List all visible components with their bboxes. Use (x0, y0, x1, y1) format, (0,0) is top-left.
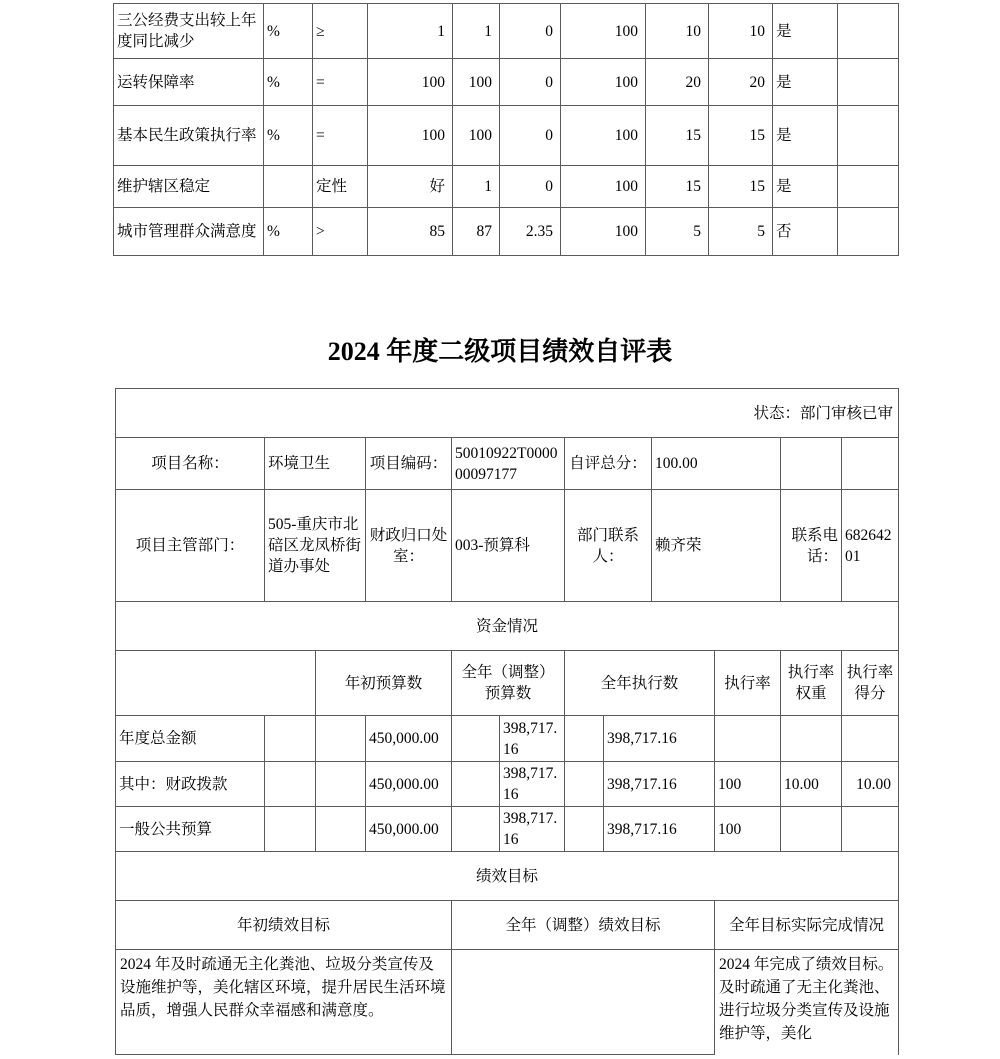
project-name-value: 环境卫生 (265, 438, 366, 490)
empty-cell (452, 762, 500, 807)
note-cell (838, 166, 899, 208)
weight-cell: 10 (646, 4, 709, 59)
actual-completion-text: 2024 年完成了绩效目标。及时疏通了无主化粪池、进行垃圾分类宣传及设施维护等，美化 (715, 950, 899, 1055)
completion-cell: 100 (561, 166, 646, 208)
deviation-cell: 0 (500, 4, 561, 59)
goals-col-actual: 全年目标实际完成情况 (715, 901, 899, 950)
unit-cell (264, 166, 313, 208)
actual-value-cell: 87 (453, 208, 500, 256)
target-value-cell: 100 (368, 106, 453, 166)
unit-cell: % (264, 4, 313, 59)
empty-cell (265, 762, 316, 807)
indicator-row (114, 106, 899, 166)
empty-cell (452, 807, 500, 852)
empty-cell (316, 762, 366, 807)
rate-weight-value (781, 716, 842, 762)
goals-section-row (116, 852, 899, 901)
executed-value: 398,717.16 (604, 716, 715, 762)
note-cell (838, 4, 899, 59)
weight-cell: 20 (646, 59, 709, 106)
project-code-value: 50010922T000000097177 (452, 438, 565, 490)
empty-cell (265, 807, 316, 852)
contact-label: 部门联系人： (565, 490, 652, 602)
empty-cell (265, 716, 316, 762)
actual-value-cell: 1 (453, 4, 500, 59)
empty-cell (452, 716, 500, 762)
budget-value: 450,000.00 (366, 716, 452, 762)
score-cell: 15 (709, 106, 773, 166)
executed-value: 398,717.16 (604, 807, 715, 852)
funding-col-adjusted: 全年（调整）预算数 (452, 651, 565, 716)
deviation-cell: 0 (500, 106, 561, 166)
criteria-cell: = (313, 59, 368, 106)
project-name-label: 项目名称： (116, 438, 265, 490)
funding-label: 其中：财政拨款 (116, 762, 265, 807)
funding-corner-cell (116, 651, 316, 716)
goals-col-initial: 年初绩效目标 (116, 901, 452, 950)
empty-cell (565, 716, 604, 762)
target-value-cell: 1 (368, 4, 453, 59)
office-label: 财政归口处室： (366, 490, 452, 602)
unit-cell: % (264, 106, 313, 166)
self-score-value: 100.00 (652, 438, 781, 490)
criteria-cell: = (313, 106, 368, 166)
actual-value-cell: 100 (453, 106, 500, 166)
funding-label: 年度总金额 (116, 716, 265, 762)
criteria-cell: > (313, 208, 368, 256)
dept-value: 505-重庆市北碚区龙凤桥街道办事处 (265, 490, 366, 602)
rate-score-value (842, 807, 899, 852)
funding-label: 一般公共预算 (116, 807, 265, 852)
indicator-row (114, 59, 899, 106)
empty-cell (316, 807, 366, 852)
office-value: 003-预算科 (452, 490, 565, 602)
rate-value: 100 (715, 762, 781, 807)
unit-cell: % (264, 59, 313, 106)
goals-header-row (116, 901, 899, 950)
score-cell: 20 (709, 59, 773, 106)
rate-score-value: 10.00 (842, 762, 899, 807)
funding-col-rate-score: 执行率得分 (842, 651, 899, 716)
rate-weight-value (781, 807, 842, 852)
target-value-cell: 好 (368, 166, 453, 208)
adjusted-goal-text (452, 950, 715, 1055)
funding-col-executed: 全年执行数 (565, 651, 715, 716)
rate-score-value (842, 716, 899, 762)
goals-col-adjusted: 全年（调整）绩效目标 (452, 901, 715, 950)
criteria-cell: 定性 (313, 166, 368, 208)
empty-cell (781, 438, 842, 490)
target-value-cell: 85 (368, 208, 453, 256)
status-row (116, 389, 899, 438)
empty-cell (316, 716, 366, 762)
initial-goal-text: 2024 年及时疏通无主化粪池、垃圾分类宣传及设施维护等，美化辖区环境，提升居民生活环境品质，增强人民群众幸福感和满意度。 (116, 950, 452, 1055)
status-text: 状态：部门审核已审 (116, 389, 899, 438)
note-cell (838, 106, 899, 166)
deviation-cell: 2.35 (500, 208, 561, 256)
goals-section-title: 绩效目标 (116, 852, 899, 901)
funding-section-title: 资金情况 (116, 602, 899, 651)
indicator-name-cell: 运转保障率 (114, 59, 264, 106)
funding-row (116, 807, 899, 852)
project-code-label: 项目编码： (366, 438, 452, 490)
score-cell: 10 (709, 4, 773, 59)
budget-value: 450,000.00 (366, 762, 452, 807)
self-score-label: 自评总分： (565, 438, 652, 490)
actual-value-cell: 100 (453, 59, 500, 106)
phone-label: 联系电话： (781, 490, 842, 602)
unit-cell: % (264, 208, 313, 256)
rate-weight-value: 10.00 (781, 762, 842, 807)
budget-value: 450,000.00 (366, 807, 452, 852)
funding-row (116, 762, 899, 807)
goals-content-row (116, 950, 899, 1055)
indicator-row (114, 166, 899, 208)
completion-cell: 100 (561, 4, 646, 59)
weight-cell: 5 (646, 208, 709, 256)
indicator-name-cell: 基本民生政策执行率 (114, 106, 264, 166)
adjusted-value: 398,717.16 (500, 762, 565, 807)
empty-cell (842, 438, 899, 490)
funding-col-rate: 执行率 (715, 651, 781, 716)
achieved-cell: 是 (773, 106, 838, 166)
empty-cell (565, 807, 604, 852)
deviation-cell: 0 (500, 59, 561, 106)
criteria-cell: ≥ (313, 4, 368, 59)
rate-value: 100 (715, 807, 781, 852)
project-name-row (116, 438, 899, 490)
target-value-cell: 100 (368, 59, 453, 106)
funding-header-row (116, 651, 899, 716)
score-cell: 5 (709, 208, 773, 256)
funding-col-rate-weight: 执行率权重 (781, 651, 842, 716)
dept-label: 项目主管部门： (116, 490, 265, 602)
completion-cell: 100 (561, 59, 646, 106)
completion-cell: 100 (561, 208, 646, 256)
empty-cell (565, 762, 604, 807)
self-evaluation-table (115, 388, 899, 1055)
executed-value: 398,717.16 (604, 762, 715, 807)
indicator-name-cell: 三公经费支出较上年度同比减少 (114, 4, 264, 59)
funding-section-row (116, 602, 899, 651)
project-dept-row (116, 490, 899, 602)
indicator-name-cell: 维护辖区稳定 (114, 166, 264, 208)
indicator-table (113, 3, 899, 256)
page-title: 2024 年度二级项目绩效自评表 (327, 337, 673, 366)
indicator-name-cell: 城市管理群众满意度 (114, 208, 264, 256)
achieved-cell: 是 (773, 59, 838, 106)
weight-cell: 15 (646, 106, 709, 166)
adjusted-value: 398,717.16 (500, 807, 565, 852)
rate-value (715, 716, 781, 762)
deviation-cell: 0 (500, 166, 561, 208)
indicator-row (114, 4, 899, 59)
phone-value: 68264201 (842, 490, 899, 602)
completion-cell: 100 (561, 106, 646, 166)
weight-cell: 15 (646, 166, 709, 208)
indicator-row (114, 208, 899, 256)
achieved-cell: 是 (773, 166, 838, 208)
note-cell (838, 208, 899, 256)
actual-value-cell: 1 (453, 166, 500, 208)
adjusted-value: 398,717.16 (500, 716, 565, 762)
score-cell: 15 (709, 166, 773, 208)
funding-col-budget: 年初预算数 (316, 651, 452, 716)
note-cell (838, 59, 899, 106)
achieved-cell: 是 (773, 4, 838, 59)
achieved-cell: 否 (773, 208, 838, 256)
contact-value: 赖齐荣 (652, 490, 781, 602)
funding-row (116, 716, 899, 762)
